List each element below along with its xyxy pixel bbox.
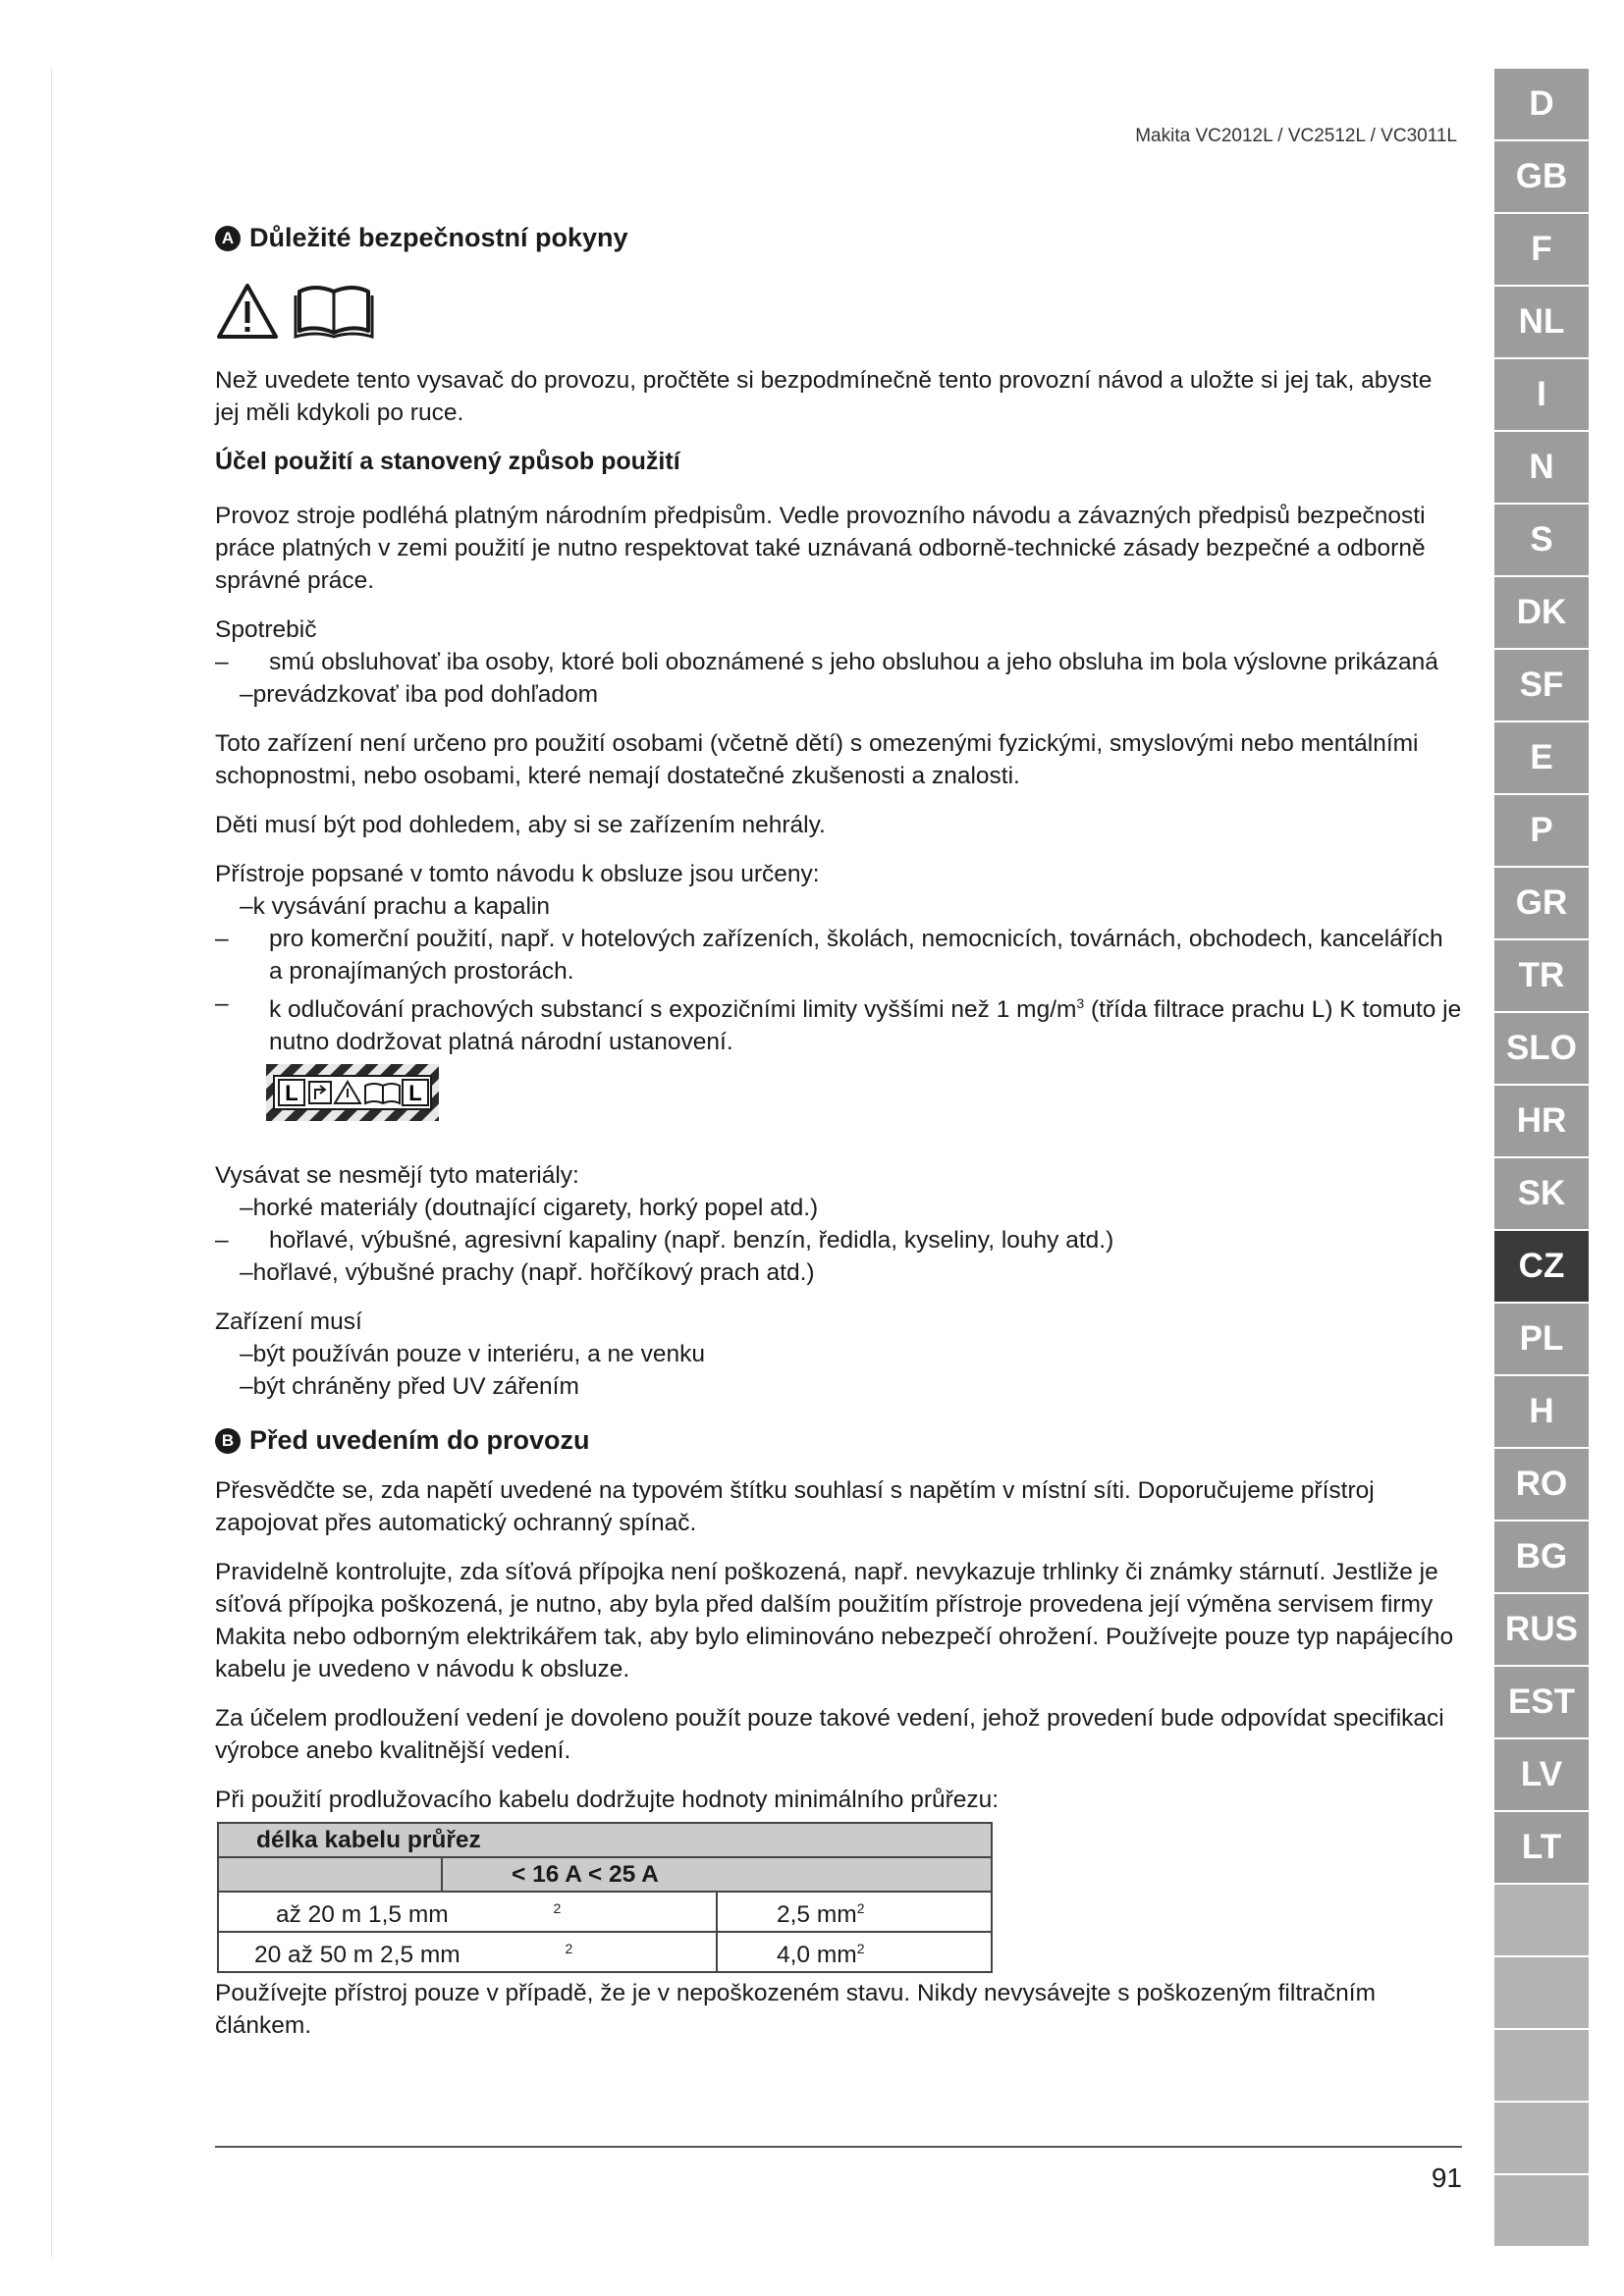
table-cell: 2,5 $mm^2$ bbox=[717, 1892, 992, 1932]
language-tab-lt[interactable]: LT bbox=[1494, 1812, 1589, 1883]
intro-paragraph: Než uvedete tento vysavač do provozu, pročtěte si bezpodmínečně tento provozní návod a uložte si jej tak, abyste jej měli kdykoli po ruce. bbox=[215, 367, 1433, 426]
list-item: –horké materiály (doutnající cigarety, horký popel atd.) bbox=[240, 1195, 819, 1222]
list-item: –k vysávání prachu a kapalin bbox=[240, 893, 550, 920]
page-content bbox=[215, 222, 1462, 2058]
language-tab-gr[interactable]: GR bbox=[1494, 868, 1589, 938]
footer-rule bbox=[215, 2146, 1462, 2148]
intended-use-label: Přístroje popsané v tomto návodu k obsluze jsou určeny: bbox=[215, 861, 820, 887]
dust-class-label-icon bbox=[266, 1064, 439, 1121]
language-tab-h[interactable]: H bbox=[1494, 1376, 1589, 1447]
forbidden-materials-list bbox=[215, 1159, 1462, 1289]
list-item: –být chráněny před UV zářením bbox=[240, 1373, 579, 1401]
table-header-cell: délka kabelu průřez bbox=[218, 1823, 992, 1857]
language-tab-tr[interactable]: TR bbox=[1494, 940, 1589, 1011]
page-header: Makita VC2012L / VC2512L / VC3011L bbox=[1135, 126, 1457, 146]
regulations-paragraph: Provoz stroje podléhá platným národním předpisům. Vedle provozního návodu a závazných předpisů bezpečnosti práce platných v zemi použití je nutno respektovat také uznávaná odborně-technické zásady bezpečné a odborně správné práce. bbox=[215, 503, 1426, 594]
list-item: – pro komerční použití, např. v hotelových zařízeních, školách, nemocnicích, továrnách, obchodech, kancelářích a pronajímaných prostorách. bbox=[215, 926, 1443, 985]
svg-text:L: L bbox=[408, 1081, 422, 1106]
language-tab-d[interactable]: D bbox=[1494, 69, 1589, 139]
language-tab-n[interactable]: N bbox=[1494, 432, 1589, 503]
language-tab-blank bbox=[1494, 2175, 1589, 2246]
table-header-row bbox=[218, 1857, 992, 1892]
language-tab-sf[interactable]: SF bbox=[1494, 650, 1589, 721]
language-tab-est[interactable]: EST bbox=[1494, 1667, 1589, 1737]
list-item: –být používán pouze v interiéru, a ne venku bbox=[240, 1341, 705, 1368]
list-item: – hořlavé, výbušné, agresivní kapaliny (např. benzín, ředidla, kyseliny, louhy atd.) bbox=[215, 1227, 1114, 1255]
language-tab-f[interactable]: F bbox=[1494, 214, 1589, 285]
language-tab-pl[interactable]: PL bbox=[1494, 1304, 1589, 1374]
list-item: – smú obsluhovať iba osoby, ktoré boli oboznámené s jeho obsluhou a jeho obsluha im bola výslovne prikázaná bbox=[215, 649, 1438, 675]
spotrebic-list bbox=[215, 614, 1462, 711]
section-a-heading bbox=[215, 222, 1462, 254]
language-tabs bbox=[1494, 69, 1589, 2248]
extension-paragraph: Za účelem prodloužení vedení je dovoleno použít pouze takové vedení, jehož provedení bude odpovídat specifikaci výrobce anebo kvalitnější vedení. bbox=[215, 1705, 1444, 1765]
table-cell: 4,0 $mm^2$ bbox=[717, 1932, 992, 1972]
read-manual-book-icon bbox=[294, 280, 374, 341]
warning-icons bbox=[215, 272, 1462, 341]
cable-cross-section-table bbox=[217, 1822, 993, 1973]
purpose-subheading: Účel použití a stanovený způsob použití bbox=[215, 448, 680, 475]
warning-triangle-icon bbox=[215, 282, 280, 341]
spotrebic-label: Spotrebič bbox=[215, 616, 317, 643]
svg-text:L: L bbox=[285, 1081, 298, 1106]
page-number: 91 bbox=[1431, 2163, 1462, 2193]
language-tab-nl[interactable]: NL bbox=[1494, 287, 1589, 357]
language-tab-rus[interactable]: RUS bbox=[1494, 1594, 1589, 1665]
language-tab-bg[interactable]: BG bbox=[1494, 1522, 1589, 1592]
table-row bbox=[218, 1932, 992, 1972]
page-margin-line bbox=[51, 69, 52, 2258]
device-must-list bbox=[215, 1306, 1462, 1403]
language-tab-hr[interactable]: HR bbox=[1494, 1086, 1589, 1156]
list-item: –hořlavé, výbušné prachy (např. hořčíkový prach atd.) bbox=[240, 1259, 815, 1287]
language-tab-blank bbox=[1494, 1885, 1589, 1955]
language-tab-lv[interactable]: LV bbox=[1494, 1739, 1589, 1810]
language-tab-blank bbox=[1494, 2103, 1589, 2173]
cross-section-paragraph: Při použití prodlužovacího kabelu dodržujte hodnoty minimálního průřezu: bbox=[215, 1787, 1000, 1814]
mains-connection-paragraph: Pravidelně kontrolujte, zda síťová přípojka není poškozená, např. nevykazuje trhlinky či známky stárnutí. Jestliže je síťová přípojka poškozená, je nutno, aby byla před dalším použitím přístroje provedena její výměna servisem firmy Makita nebo odborným elektrikářem tak, aby bylo eliminováno nebezpečí ohrožení. Používejte pouze typ napájecího kabelu je uvedeno v návodu k obsluze. bbox=[215, 1559, 1454, 1683]
table-header-row bbox=[218, 1823, 992, 1857]
list-item: – k odlučování prachových substancí s expozičními limity vyššími než 1 $mg/m^3$ (třída filtrace prachu L) K tomuto je nutno dodržovat platná národní ustanovení. bbox=[215, 990, 1462, 1056]
language-tab-blank bbox=[1494, 1957, 1589, 2028]
list-item: –prevádzkovať iba pod dohľadom bbox=[240, 681, 599, 708]
section-b-badge: B bbox=[215, 1428, 241, 1454]
forbidden-materials-label: Vysávat se nesmějí tyto materiály: bbox=[215, 1162, 579, 1190]
table-cell: až 20 m 1,5 mm $^2$ bbox=[218, 1892, 717, 1932]
language-tab-ro[interactable]: RO bbox=[1494, 1449, 1589, 1520]
section-a-badge: A bbox=[215, 226, 241, 251]
table-cell: 20 až 50 m 2,5 mm $^2$ bbox=[218, 1932, 717, 1972]
section-a-title: Důležité bezpečnostní pokyny bbox=[249, 223, 628, 252]
language-tab-p[interactable]: P bbox=[1494, 795, 1589, 866]
device-must-label: Zařízení musí bbox=[215, 1308, 362, 1336]
limited-capabilities-paragraph: Toto zařízení není určeno pro použití osobami (včetně dětí) s omezenými fyzickými, smyslovými nebo mentálními schopnostmi, nebo osobami, které nemají dostatečné zkušenosti a znalosti. bbox=[215, 730, 1419, 789]
section-b-title: Před uvedením do provozu bbox=[249, 1425, 590, 1456]
language-tab-slo[interactable]: SLO bbox=[1494, 1013, 1589, 1084]
intended-use-list bbox=[215, 858, 1462, 1058]
language-tab-cz[interactable]: CZ bbox=[1494, 1231, 1589, 1302]
children-paragraph: Děti musí být pod dohledem, aby si se zařízením nehrály. bbox=[215, 812, 826, 838]
voltage-paragraph: Přesvědčte se, zda napětí uvedené na typovém štítku souhlasí s napětím v místní síti. Doporučujeme přístroj zapojovat přes automatický ochranný spínač. bbox=[215, 1477, 1375, 1537]
table-header-cell: < 16 A < 25 A bbox=[442, 1857, 992, 1892]
language-tab-s[interactable]: S bbox=[1494, 505, 1589, 575]
section-b-heading bbox=[215, 1424, 1462, 1457]
language-tab-blank bbox=[1494, 2030, 1589, 2101]
table-row bbox=[218, 1892, 992, 1932]
language-tab-e[interactable]: E bbox=[1494, 722, 1589, 793]
dust-class-l-label bbox=[266, 1064, 1462, 1130]
language-tab-sk[interactable]: SK bbox=[1494, 1158, 1589, 1229]
language-tab-i[interactable]: I bbox=[1494, 359, 1589, 430]
undamaged-paragraph: Používejte přístroj pouze v případě, že je v nepoškozeném stavu. Nikdy nevysávejte s poškozeným filtračním článkem. bbox=[215, 1980, 1377, 2040]
language-tab-dk[interactable]: DK bbox=[1494, 577, 1589, 648]
language-tab-gb[interactable]: GB bbox=[1494, 141, 1589, 212]
